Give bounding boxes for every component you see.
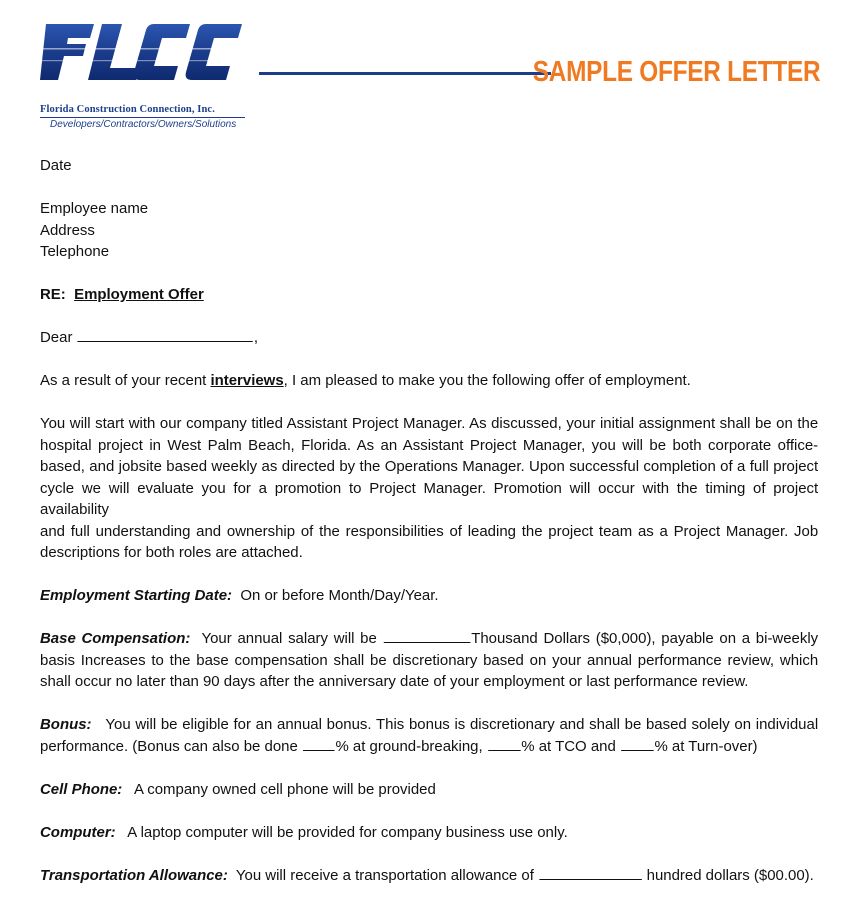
transportation-text: hundred dollars ($00.00). bbox=[642, 866, 814, 884]
position-line: You will start with our company titled Assistant Project Manager. As discussed, your initial assignment shall be on the bbox=[40, 415, 819, 432]
salutation-comma: , bbox=[253, 329, 259, 346]
computer-section bbox=[40, 822, 818, 844]
base-compensation-line: shall occur no later than 90 days after the anniversary date of your employment or last performance review. bbox=[40, 673, 749, 690]
bonus-second-line bbox=[40, 736, 818, 758]
intro-text-after: , I am pleased to make you the following offer of employment. bbox=[283, 372, 691, 389]
letterhead bbox=[0, 0, 850, 130]
start-date-section bbox=[40, 585, 818, 607]
recipient-block bbox=[40, 198, 818, 263]
position-line: hospital project in West Palm Beach, Florida. As an Assistant Project Manager, you will be both corporate office- bbox=[40, 436, 819, 454]
transportation-label: Transportation Allowance: bbox=[40, 866, 228, 884]
transportation-allowance-blank[interactable] bbox=[539, 865, 641, 880]
subject-line bbox=[40, 284, 818, 306]
transportation-section bbox=[40, 865, 818, 887]
subject-label: RE: bbox=[40, 286, 66, 303]
document-title: SAMPLE OFFER LETTER bbox=[532, 56, 820, 88]
letter-body bbox=[40, 155, 818, 908]
intro-text-before: As a result of your recent bbox=[40, 372, 211, 389]
base-compensation-section bbox=[40, 628, 818, 693]
bonus-tco-blank[interactable] bbox=[488, 736, 521, 751]
computer-label: Computer: bbox=[40, 823, 116, 841]
bonus-text: performance. (Bonus can also be done bbox=[40, 737, 302, 755]
transportation-text: You will receive a transportation allowance of bbox=[235, 866, 539, 884]
cell-phone-text: A company owned cell phone will be provided bbox=[133, 780, 436, 798]
bonus-text: You will be eligible for an annual bonus. This bonus is discretionary and shall be based solely on individual bbox=[105, 716, 819, 733]
bonus-text: % at ground-breaking, bbox=[335, 737, 487, 755]
header-divider bbox=[259, 72, 551, 75]
bonus-ground-breaking-blank[interactable] bbox=[303, 736, 335, 751]
recipient-address: Address bbox=[40, 221, 95, 239]
salutation-line bbox=[40, 327, 818, 349]
bonus-turnover-blank[interactable] bbox=[621, 736, 654, 751]
salutation-text: Dear bbox=[40, 329, 73, 346]
position-line: based, and jobsite based weekly as directed by the Operations Manager. Upon successful completion of a full project bbox=[40, 458, 819, 475]
bonus-section bbox=[40, 714, 818, 757]
recipient-name: Employee name bbox=[40, 200, 149, 217]
company-logo bbox=[38, 20, 248, 130]
interviews-link[interactable]: interviews bbox=[210, 372, 284, 389]
base-compensation-label: Base Compensation: bbox=[40, 630, 191, 647]
bonus-text: % at Turn-over) bbox=[654, 737, 758, 755]
start-date-label: Employment Starting Date: bbox=[40, 587, 233, 604]
intro-paragraph bbox=[40, 370, 818, 392]
cell-phone-section bbox=[40, 779, 818, 801]
computer-text: A laptop computer will be provided for company business use only. bbox=[127, 823, 568, 841]
base-compensation-text: Your annual salary will be bbox=[201, 630, 383, 647]
bonus-label: Bonus: bbox=[40, 716, 92, 733]
subject-text: Employment Offer bbox=[74, 286, 204, 303]
recipient-telephone: Telephone bbox=[40, 243, 110, 260]
bonus-first-line bbox=[40, 714, 818, 736]
company-tagline: Developers/Contractors/Owners/Solutions bbox=[50, 119, 237, 130]
recipient-name-blank[interactable] bbox=[78, 327, 253, 342]
company-name: Florida Construction Connection, Inc. bbox=[40, 104, 215, 115]
base-compensation-line: basis Increases to the base compensation shall be discretionary based on your annual performance review, which bbox=[40, 651, 819, 669]
position-line: and full understanding and ownership of the responsibilities of leading the project team as a Project Manager. Job bbox=[40, 522, 819, 540]
position-paragraph bbox=[40, 413, 818, 564]
cell-phone-label: Cell Phone: bbox=[40, 780, 123, 798]
position-line: descriptions for both roles are attached. bbox=[40, 544, 303, 561]
date-line: Date bbox=[40, 157, 72, 174]
salary-blank[interactable] bbox=[384, 628, 471, 643]
base-compensation-text: Thousand Dollars ($0,000), payable on a bi-weekly bbox=[471, 630, 819, 647]
company-name-rule bbox=[40, 117, 245, 118]
flcc-logo-mark bbox=[38, 20, 248, 84]
bonus-text: % at TCO and bbox=[521, 737, 620, 755]
base-compensation-first-line bbox=[40, 628, 818, 650]
start-date-text: On or before Month/Day/Year. bbox=[240, 587, 439, 604]
position-line: cycle we will evaluate you for a promotion to Project Manager. Promotion will occur with the timing of project availability bbox=[40, 479, 819, 518]
